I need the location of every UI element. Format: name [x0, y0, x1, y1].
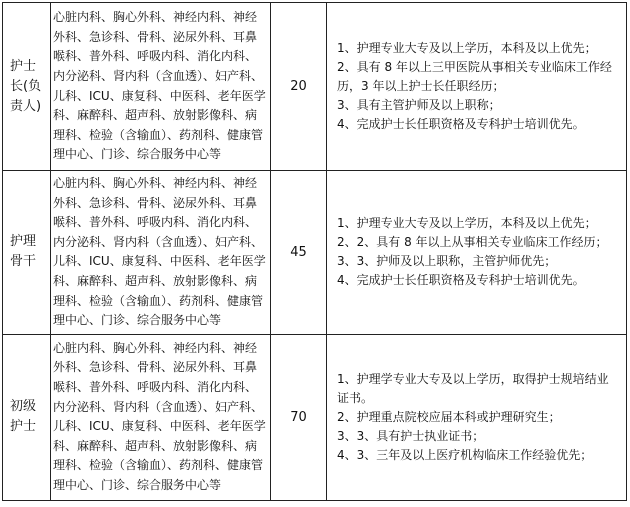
requirement-line: 2、2、具有 8 年以上从事相关专业临床工作经历； [337, 235, 608, 250]
table-row [3, 334, 627, 500]
requirement-line: 4、完成护士长任职资格及专科护士培训优先。 [337, 273, 585, 288]
departments-cell: 心脏内科、胸心外科、神经内科、神经外科、急诊科、骨科、泌尿外科、耳鼻喉科、普外科、呼吸内科、消化内科、内分泌科、肾内科（含血透）、妇产科、儿科、ICU、康复科、中医科、老年医学科、麻醉科、超声科、放射影像科、病理科、检验（含输血）、药剂科、健康管理中心、门诊、综合服务中心等 [51, 3, 271, 171]
position-cell: 护理骨干 [3, 171, 51, 335]
headcount-cell: 20 [271, 3, 327, 171]
departments-cell: 心脏内科、胸心外科、神经内科、神经外科、急诊科、骨科、泌尿外科、耳鼻喉科、普外科、呼吸内科、消化内科、内分泌科、肾内科（含血透）、妇产科、儿科、ICU、康复科、中医科、老年医学科、麻醉科、超声科、放射影像科、病理科、检验（含输血）、药剂科、健康管理中心、门诊、综合服务中心等 [51, 334, 271, 500]
requirement-line: 3、3、具有护士执业证书； [337, 428, 485, 443]
departments-cell: 心脏内科、胸心外科、神经内科、神经外科、急诊科、骨科、泌尿外科、耳鼻喉科、普外科、呼吸内科、消化内科、内分泌科、肾内科（含血透）、妇产科、儿科、ICU、康复科、中医科、老年医学科、麻醉科、超声科、放射影像科、病理科、检验（含输血）、药剂科、健康管理中心、门诊、综合服务中心等 [51, 171, 271, 335]
requirements-cell [327, 171, 627, 335]
requirements-cell [327, 334, 627, 500]
requirement-line: 1、护理学专业大专及以上学历，取得护士规培结业证书。 [337, 371, 609, 405]
requirements-cell [327, 3, 627, 171]
requirement-line: 1、护理专业大专及以上学历，本科及以上优先； [337, 41, 597, 55]
table-row [3, 3, 627, 171]
requirement-line: 1、护理专业大专及以上学历，本科及以上优先； [337, 216, 597, 231]
headcount-cell: 45 [271, 171, 327, 335]
requirement-line: 2、护理重点院校应届本科或护理研究生； [337, 409, 561, 424]
requirement-line: 3、具有主管护师及以上职称； [337, 98, 501, 112]
headcount-cell: 70 [271, 334, 327, 500]
requirement-line: 2、具有 8 年以上三甲医院从事相关专业临床工作经历，3 年以上护士长任职经历； [337, 60, 612, 93]
position-cell: 护士长(负责人) [3, 3, 51, 171]
requirement-line: 4、完成护士长任职资格及专科护士培训优先。 [337, 117, 585, 131]
position-cell: 初级护士 [3, 334, 51, 500]
requirement-line: 4、3、三年及以上医疗机构临床工作经验优先； [337, 447, 593, 462]
requirement-line: 3、3、护师及以上职称，主管护师优先； [337, 254, 557, 269]
table-row [3, 171, 627, 335]
recruitment-table [2, 2, 627, 501]
